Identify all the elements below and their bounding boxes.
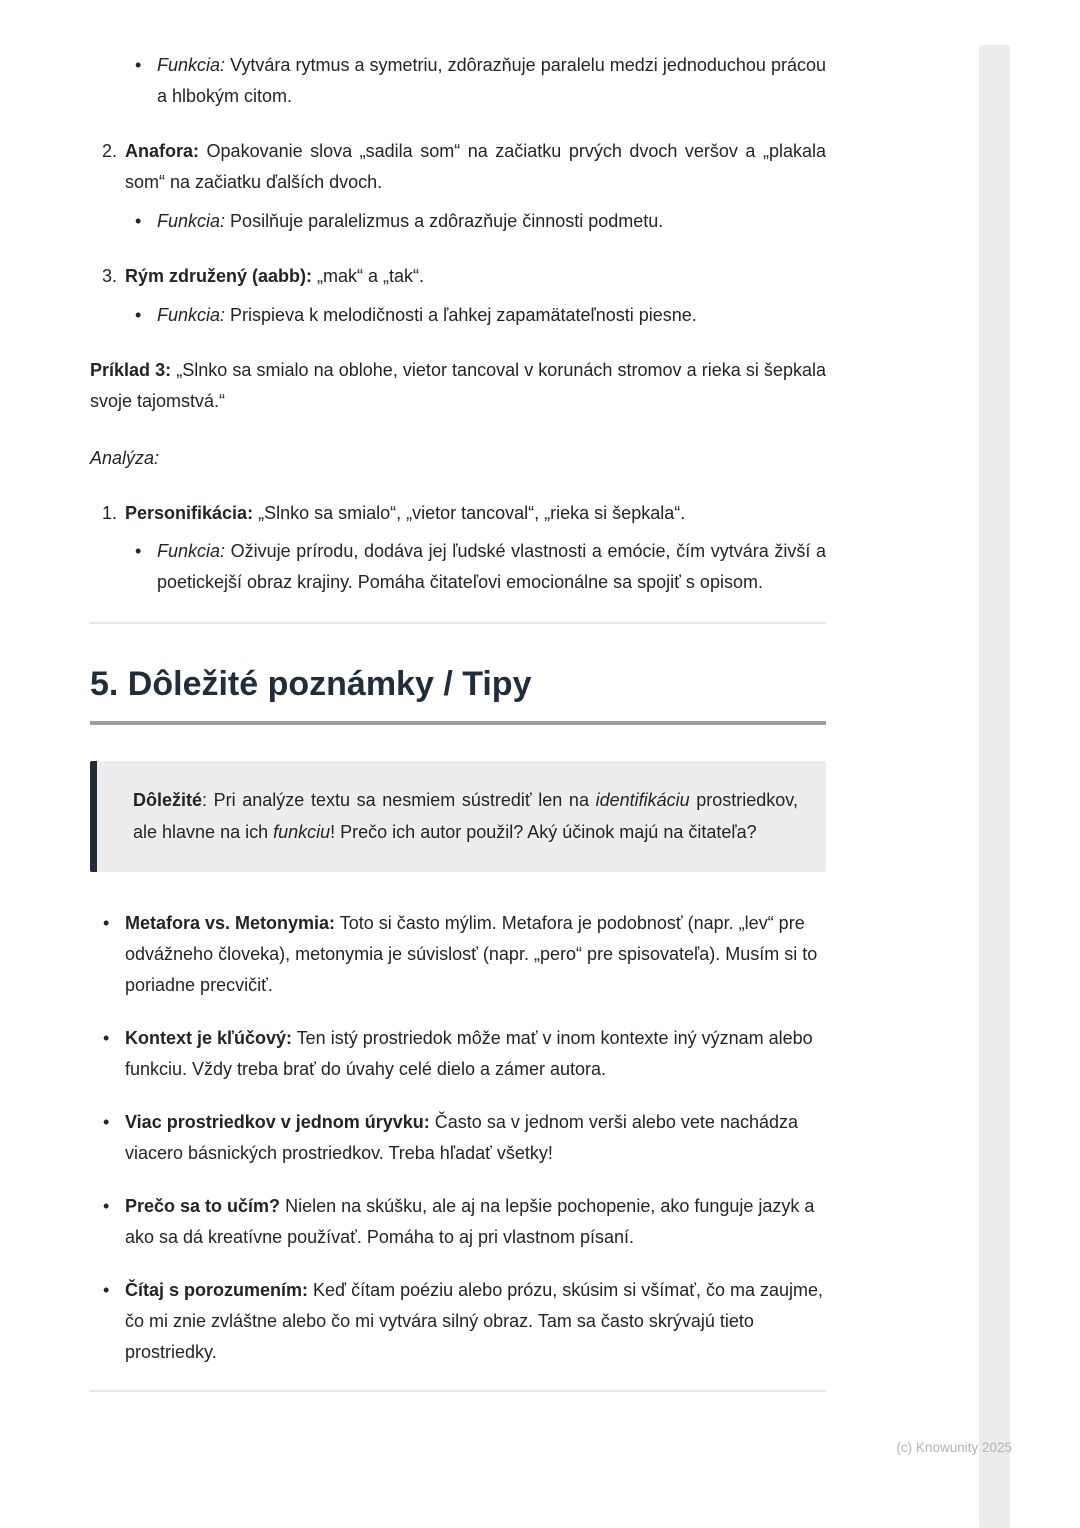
nested-bullet (125, 50, 826, 112)
scrollbar-track[interactable] (979, 45, 1010, 1528)
tip-text (125, 1275, 826, 1368)
term-label: Anafora: (125, 140, 200, 161)
bullet-text (157, 50, 826, 112)
section-heading: 5. Dôležité poznámky / Tipy (90, 665, 532, 704)
list-number: 3. (102, 265, 118, 286)
list-item-text (125, 261, 826, 292)
list-number: 1. (102, 502, 118, 523)
tip-label: Metafora vs. Metonymia: (125, 913, 336, 934)
nested-bullet (125, 536, 826, 598)
bullet-icon: • (103, 1195, 110, 1216)
numbered-list-item (90, 498, 826, 599)
tip-label: Čítaj s porozumením: (125, 1279, 309, 1300)
numbered-list-item (90, 261, 826, 331)
tip-text (125, 1191, 826, 1253)
term-description: Opakovanie slova „sadila som“ na začiatku prvých dvoch veršov a „plakala som“ na začiatku ďalších dvoch. (125, 140, 826, 192)
callout-text: Dôležité: Pri analýze textu sa nesmiem sústrediť len na identifikáciu prostriedkov, ale hlavne na ich funkciu! Prečo ich autor použil? Aký účinok majú na čitateľa? (133, 790, 798, 842)
term-label: Rým združený (aabb): (125, 265, 313, 286)
bullet-icon: • (103, 1028, 110, 1049)
bullet-icon: • (103, 913, 110, 934)
bullet-icon: • (103, 1111, 110, 1132)
nested-bullet (125, 300, 826, 331)
bullet-icon: • (135, 210, 142, 231)
funkcia-description: Posilňuje paralelizmus a zdôrazňuje činnosti podmetu. (230, 210, 664, 231)
term-description: „Slnko sa smialo“, „vietor tancoval“, „rieka si šepkala“. (258, 502, 686, 523)
term-label: Personifikácia: (125, 502, 254, 523)
bullet-text (157, 206, 826, 237)
heading-underline (90, 721, 826, 725)
list-item-text (125, 136, 826, 198)
example-paragraph (90, 355, 826, 417)
example-text: „Slnko sa smialo na oblohe, vietor tancoval v korunách stromov a rieka si šepkala svoje tajomstvá.“ (90, 359, 826, 411)
tip-text (125, 1023, 826, 1085)
term-description: „mak“ a „tak“. (317, 265, 425, 286)
section-divider (90, 1390, 826, 1392)
tip-item (90, 908, 826, 1001)
bullet-icon: • (135, 55, 142, 75)
bullet-icon: • (103, 1279, 110, 1300)
tip-item (90, 1107, 826, 1169)
bullet-icon: • (135, 304, 142, 325)
example-label: Príklad 3: (90, 359, 172, 380)
analysis-label: Analýza: (90, 447, 160, 468)
funkcia-label: Funkcia: (157, 210, 226, 231)
tip-label: Prečo sa to učím? (125, 1195, 281, 1216)
bullet-text (157, 536, 826, 598)
tip-description: Nielen na skúšku, ale aj na lepšie pochopenie, ako funguje jazyk a ako sa dá kreatívne používať. Pomáha to aj pri vlastnom písaní. (125, 1195, 815, 1247)
document-page (90, 50, 826, 1392)
tip-label: Kontext je kľúčový: (125, 1028, 292, 1049)
list-item-text (125, 498, 826, 529)
bullet-icon: • (135, 541, 142, 562)
tip-description: Často sa v jednom verši alebo vete nachádza viacero básnických prostriedkov. Treba hľadať všetky! (125, 1111, 799, 1163)
tip-item (90, 1191, 826, 1253)
tip-description: Keď čítam poéziu alebo prózu, skúsim si všímať, čo ma zaujme, čo mi znie zvláštne alebo čo mi vytvára silný obraz. Tam sa často skrývajú tieto prostriedky. (125, 1279, 824, 1362)
section-divider (90, 622, 826, 624)
tip-text (125, 1107, 826, 1169)
tip-item (90, 1275, 826, 1368)
tip-text (125, 908, 826, 1001)
funkcia-label: Funkcia: (157, 304, 226, 325)
tip-description: Ten istý prostriedok môže mať v inom kontexte iný význam alebo funkciu. Vždy treba brať do úvahy celé dielo a zámer autora. (125, 1028, 813, 1079)
tips-list (90, 908, 826, 1367)
funkcia-description: Oživuje prírodu, dodáva jej ľudské vlastnosti a emócie, čím vytvára živší a poetickejší obraz krajiny. Pomáha čitateľovi emocionálne sa spojiť s opisom. (157, 541, 826, 593)
watermark: (c) Knowunity 2025 (896, 1440, 1012, 1455)
nested-bullet (125, 206, 826, 237)
funkcia-description: Vytvára rytmus a symetriu, zdôrazňuje paralelu medzi jednoduchou prácou a hlbokým citom. (157, 55, 826, 106)
tip-item (90, 1023, 826, 1085)
bullet-text (157, 300, 826, 331)
funkcia-label: Funkcia: (157, 55, 226, 75)
tip-label: Viac prostriedkov v jednom úryvku: (125, 1111, 430, 1132)
list-number: 2. (102, 140, 118, 161)
tip-description: Toto si často mýlim. Metafora je podobnosť (napr. „lev“ pre odvážneho človeka), metonymia je súvislosť (napr. „pero“ pre spisovateľa). Musím si to poriadne precvičiť. (125, 913, 818, 996)
funkcia-description: Prispieva k melodičnosti a ľahkej zapamätateľnosti piesne. (230, 304, 697, 325)
funkcia-label: Funkcia: (157, 541, 226, 562)
important-callout (90, 761, 826, 872)
numbered-list-item (90, 136, 826, 237)
